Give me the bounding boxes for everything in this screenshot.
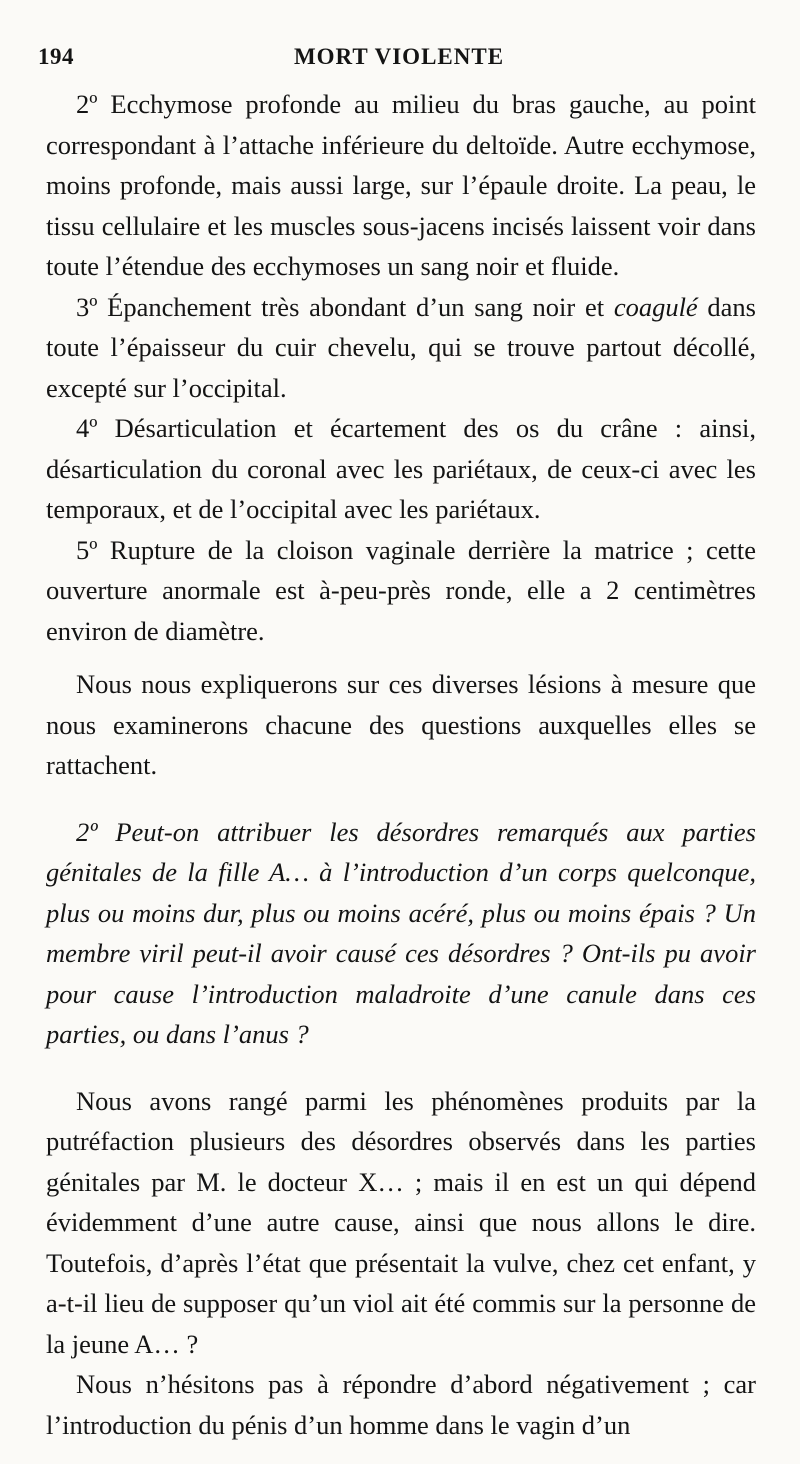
paragraph-text: dans toute l’épaisseur du cuir chevelu, qui se trouve partout décollé, excepté sur l’occipital. (46, 291, 756, 403)
paragraph-item-3 (46, 287, 756, 409)
paragraph-discussion: Nous nous expliquerons sur ces diverses lésions à mesure que nous examinerons chacune des questions auxquelles elles se rattachent. (46, 669, 756, 780)
page-number: 194 (38, 44, 74, 69)
spacer (46, 1068, 756, 1081)
spacer (46, 799, 756, 812)
body-text (46, 84, 756, 1445)
paragraph-text: 3º Épanchement très abondant d’un sang noir et (76, 291, 614, 322)
spacer (46, 786, 756, 799)
question-heading: 2º Peut-on attribuer les désordres remarqués aux parties génitales de la fille A… à l’introduction d’un corps quelconque, plus ou moins dur, plus ou moins acéré, plus ou moins épais ? Un membre viril peut-il avoir causé ces désordres ? Ont-ils pu avoir pour cause l’introduction maladroite d’une canule dans ces parties, ou dans l’anus ? (46, 816, 756, 1049)
running-title: MORT VIOLENTE (293, 44, 505, 69)
paragraph-item-4: 4º Désarticulation et écartement des os du crâne : ainsi, désarticulation du coronal avec les pariétaux, de ceux-ci avec les temporaux, et de l’occipital avec les pariétaux. (46, 413, 756, 524)
italic-term: coagulé (613, 291, 698, 322)
spacer (46, 1055, 756, 1068)
answer-paragraph: Nous avons rangé parmi les phénomènes produits par la putréfaction plusieurs des désordres observés dans les parties génitales par M. le docteur X… ; mais il en est un qui dépend évidemment d’une autre cause, ainsi que nous allons le dire. Toutefois, d’après l’état que présentait la vulve, chez cet enfant, y a-t-il lieu de supposer qu’un viol ait été commis sur la personne de la jeune A… ? (46, 1085, 756, 1359)
paragraph-item-2: 2º Ecchymose profonde au milieu du bras gauche, au point correspondant à l’attache inférieure du deltoïde. Autre ecchymose, moins profonde, mais aussi large, sur l’épaule droite. La peau, le tissu cellulaire et les muscles sous-jacens incisés laissent voir dans toute l’étendue des ecchymoses un sang noir et fluide. (46, 89, 756, 281)
answer-paragraph: Nous n’hésitons pas à répondre d’abord négativement ; car l’introduction du pénis d’un homme dans le vagin d’un (46, 1369, 756, 1440)
running-head (38, 40, 760, 76)
spacer (46, 651, 756, 664)
paragraph-item-5: 5º Rupture de la cloison vaginale derrière la matrice ; cette ouverture anormale est à-peu-près ronde, elle a 2 centimètres environ de diamètre. (46, 534, 756, 646)
